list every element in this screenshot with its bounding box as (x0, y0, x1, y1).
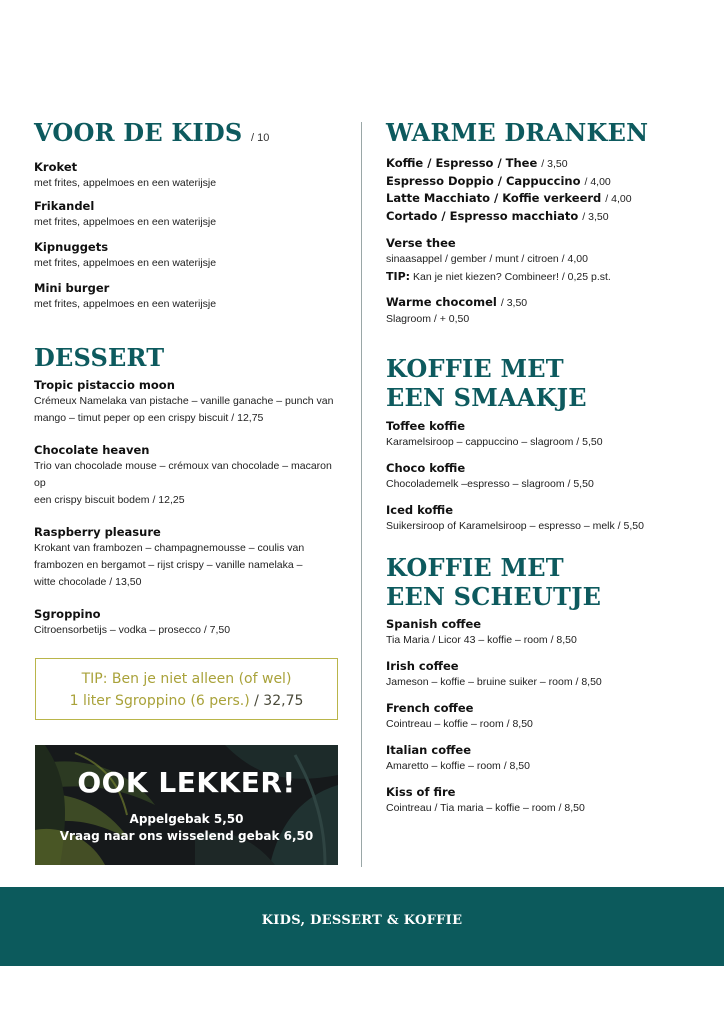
drink-line (386, 173, 686, 191)
dessert-title: DESSERT (34, 343, 165, 372)
menu-item-desc-line: Krokant van frambozen – champagnemousse – coulis van (34, 542, 305, 554)
menu-item (386, 294, 686, 328)
menu-item-name: Toffee koffie (386, 419, 466, 433)
menu-item-name: Choco koffie (386, 461, 466, 475)
menu-item-name: Kiss of fire (386, 785, 456, 799)
menu-item-desc-line: Citroensorbetijs – vodka – prosecco / 7,50 (34, 624, 231, 636)
dessert-heading (34, 343, 344, 372)
menu-item-name: Tropic pistaccio moon (34, 378, 175, 392)
menu-item-desc: met frites, appelmoes en een waterijsje (34, 216, 217, 228)
menu-item-desc: Jameson – koffie – bruine suiker – room / 8,50 (386, 676, 602, 688)
menu-item-desc: Suikersiroop of Karamelsiroop – espresso – melk / 5,50 (386, 520, 644, 532)
scheutje-heading (386, 553, 686, 611)
kids-heading (34, 118, 344, 153)
menu-item-name: Italian coffee (386, 743, 472, 757)
menu-item (386, 418, 686, 451)
menu-item-name: Chocolate heaven (34, 443, 150, 457)
menu-item-name: Verse thee (386, 236, 456, 250)
menu-item-desc: Slagroom / + 0,50 (386, 313, 470, 325)
menu-item-name: Raspberry pleasure (34, 525, 161, 539)
smaakje-list (386, 418, 686, 535)
dessert-list (34, 377, 344, 639)
promo-banner (35, 745, 338, 865)
menu-item (386, 460, 686, 493)
warme-title: WARME DRANKEN (386, 118, 649, 147)
tip-box (35, 658, 338, 720)
footer-label: KIDS, DESSERT & KOFFIE (261, 913, 463, 928)
tip-offer: 1 liter Sgroppino (6 pers.) (69, 693, 250, 709)
menu-item (34, 606, 344, 639)
menu-item-desc: Karamelsiroop – cappuccino – slagroom / 5,50 (386, 436, 603, 448)
menu-item-name-line (386, 294, 686, 311)
menu-item-name: Sgroppino (34, 607, 101, 621)
column-divider (361, 122, 362, 867)
left-column (34, 118, 344, 639)
menu-item-name: Iced koffie (386, 503, 453, 517)
smaakje-title-2: EEN SMAAKJE (386, 383, 587, 412)
menu-item (34, 198, 344, 231)
drink-name: Koffie / Espresso / Thee (386, 156, 538, 170)
drink-line (386, 155, 686, 173)
drink-name: Cortado / Espresso macchiato (386, 208, 579, 223)
menu-item-desc: Cointreau – koffie – room / 8,50 (386, 718, 533, 730)
drink-price: / 4,00 (605, 193, 632, 205)
menu-item (386, 784, 686, 817)
scheutje-list (386, 616, 686, 817)
drink-price: / 3,50 (541, 158, 568, 170)
menu-item (386, 700, 686, 733)
tip-price: / 32,75 (254, 693, 304, 709)
menu-item-desc: Amaretto – koffie – room / 8,50 (386, 760, 530, 772)
warme-list (386, 155, 686, 225)
menu-item (34, 159, 344, 192)
menu-item-name: Kroket (34, 160, 78, 174)
tip-line-2 (36, 690, 337, 712)
menu-item-name: Mini burger (34, 281, 110, 295)
menu-item (386, 658, 686, 691)
promo-line-2: Vraag naar ons wisselend gebak 6,50 (59, 829, 314, 843)
scheutje-title-2: EEN SCHEUTJE (386, 582, 602, 611)
warme-heading (386, 118, 686, 147)
menu-item (34, 377, 344, 427)
menu-item-desc-line: witte chocolade / 13,50 (34, 576, 142, 588)
menu-item (386, 235, 686, 286)
drink-line (386, 190, 686, 208)
kids-list (34, 159, 344, 313)
smaakje-title-1: KOFFIE MET (386, 354, 564, 383)
menu-item-desc: Tia Maria / Licor 43 – koffie – room / 8,50 (386, 634, 577, 646)
menu-item (34, 442, 344, 509)
kids-title-price: / 10 (250, 132, 270, 144)
menu-item-name: Frikandel (34, 199, 95, 213)
scheutje-title-1: KOFFIE MET (386, 553, 564, 582)
menu-item-desc: Chocolademelk –espresso – slagroom / 5,50 (386, 478, 594, 490)
drink-name: Latte Macchiato / Koffie verkeerd (386, 191, 602, 205)
menu-item-desc-line: mango – timut peper op een crispy biscuit / 12,75 (34, 412, 264, 424)
menu-item-name: Irish coffee (386, 659, 459, 673)
smaakje-heading (386, 354, 686, 412)
menu-item (34, 239, 344, 272)
drink-price: / 4,00 (584, 175, 611, 188)
menu-item (386, 502, 686, 535)
menu-item-name: Spanish coffee (386, 617, 482, 631)
menu-item (386, 742, 686, 775)
menu-item (386, 616, 686, 649)
promo-line-1: Appelgebak 5,50 (129, 812, 244, 826)
drink-price: / 3,50 (582, 210, 609, 223)
menu-item-desc: met frites, appelmoes en een waterijsje (34, 298, 217, 310)
menu-item-desc: Cointreau / Tia maria – koffie – room / 8,50 (386, 802, 585, 814)
thee-tip-label: TIP: (386, 270, 411, 283)
drink-name: Espresso Doppio / Cappuccino (386, 173, 581, 188)
menu-item-name: Warme chocomel (386, 295, 497, 309)
menu-item-price: / 3,50 (500, 297, 528, 309)
menu-item-desc-line: een crispy biscuit bodem / 12,25 (34, 494, 185, 506)
menu-item-desc-line: Crémeux Namelaka van pistache – vanille ganache – punch van (34, 395, 334, 407)
menu-item-desc-line: Trio van chocolade mouse – crémoux van chocolade – macaron op (34, 460, 332, 489)
menu-item-desc-line: frambozen en bergamot – rijst crispy – vanille namelaka – (34, 559, 303, 571)
right-column (386, 118, 686, 817)
footer-band (0, 887, 724, 966)
palm-leaves-decoration (35, 745, 338, 865)
kids-title: VOOR DE KIDS (34, 118, 243, 147)
drink-line (386, 208, 686, 226)
menu-item-name: Kipnuggets (34, 240, 109, 254)
menu-item (34, 524, 344, 591)
tip-line-1: TIP: Ben je niet alleen (of wel) (81, 671, 292, 687)
menu-item-desc: met frites, appelmoes en een waterijsje (34, 257, 217, 269)
menu-item-desc: sinaasappel / gember / munt / citroen / 4,00 (386, 253, 588, 265)
promo-title: OOK LEKKER! (77, 766, 296, 799)
menu-item-desc: met frites, appelmoes en een waterijsje (34, 177, 217, 189)
thee-tip (386, 268, 686, 286)
thee-tip-text: Kan je niet kiezen? Combineer! / 0,25 p.st. (412, 271, 611, 283)
menu-item-name: French coffee (386, 701, 474, 715)
menu-item (34, 280, 344, 313)
